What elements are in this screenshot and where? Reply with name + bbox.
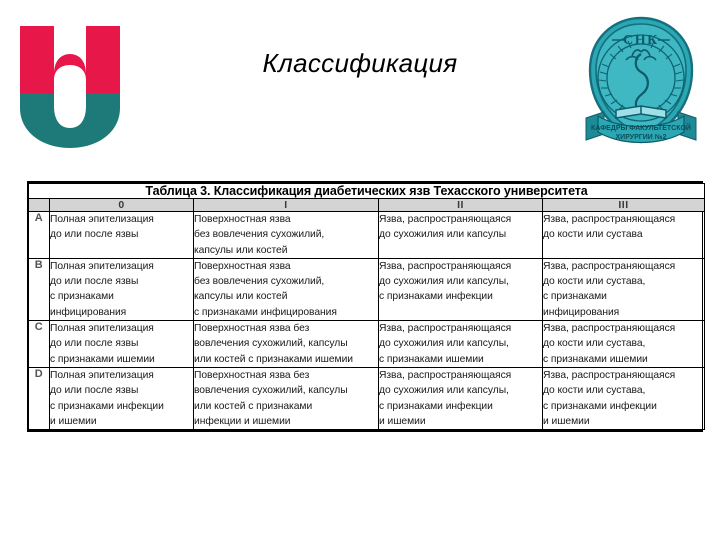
- cell-line: до или после язвы: [50, 276, 139, 288]
- cell-line: Язва, распространяющаяся: [543, 369, 676, 381]
- cell-line: Язва, распространяющаяся: [379, 323, 512, 335]
- cell-line: Полная эпителизация: [50, 323, 154, 335]
- table-caption: Таблица 3. Классификация диабетических язв Техасского университета: [29, 184, 705, 199]
- row-label-c: C: [29, 321, 50, 368]
- cell-a-0: [50, 212, 194, 259]
- cell-c-iii: [543, 321, 705, 368]
- classification-table: [28, 183, 705, 430]
- cell-line: до кости или сустава,: [543, 385, 646, 397]
- cell-line: Язва, распространяющаяся: [543, 214, 676, 225]
- cell-line: с признаками: [543, 291, 607, 303]
- column-header-1[interactable]: I: [194, 199, 379, 212]
- cell-line: Язва, распространяющаяся: [379, 260, 512, 272]
- cell-line: Язва, распространяющаяся: [543, 323, 676, 335]
- cell-line: вовлечения сухожилий, капсулы: [194, 385, 348, 397]
- cell-d-0: [50, 367, 194, 429]
- cell-line: с признаками ишемии: [50, 353, 155, 365]
- cell-line: с признаками ишемии: [379, 353, 484, 365]
- emblem-banner-line2: ХИРУРГИИ №2: [615, 134, 667, 141]
- cell-line: с признаками инфекции: [379, 400, 493, 412]
- table-body: [29, 184, 705, 430]
- cell-line: без вовлечения сухожилий,: [194, 276, 325, 288]
- mu-logo-top-m: [20, 26, 120, 94]
- column-header-3[interactable]: III: [543, 199, 705, 212]
- cell-line: с признаками: [50, 291, 114, 303]
- slide-header: [0, 0, 720, 160]
- mu-logo-bottom-u: [20, 94, 120, 148]
- cell-line: Полная эпителизация: [50, 214, 154, 225]
- cell-line: Поверхностная язва: [194, 214, 291, 225]
- cell-line: Язва, распространяющаяся: [543, 260, 676, 272]
- cell-line: до или после язвы: [50, 385, 139, 397]
- table-row: [29, 367, 705, 429]
- cell-b-0: [50, 258, 194, 320]
- cell-line: инфицирования: [543, 306, 620, 318]
- cell-line: Язва, распространяющаяся: [379, 369, 512, 381]
- cell-line: Поверхностная язва без: [194, 323, 310, 335]
- column-header-0[interactable]: 0: [50, 199, 194, 212]
- cell-line: инфекции и ишемии: [194, 415, 291, 427]
- cell-d-ii: [379, 367, 543, 429]
- cell-b-ii: [379, 258, 543, 320]
- table-row: [29, 258, 705, 320]
- cell-line: Полная эпителизация: [50, 260, 154, 272]
- cell-line: Поверхностная язва: [194, 260, 291, 272]
- cell-line: и ишемии: [543, 415, 590, 427]
- cell-line: до сухожилия или капсулы,: [379, 338, 509, 350]
- cell-c-ii: [379, 321, 543, 368]
- cell-b-i: [194, 258, 379, 320]
- cell-line: с признаками инфицирования: [194, 306, 337, 318]
- cell-line: до сухожилия или капсулы: [379, 229, 507, 241]
- cell-line: Язва, распространяющаяся: [379, 214, 512, 225]
- snk-emblem: [576, 12, 706, 152]
- cell-line: до кости или сустава: [543, 229, 643, 241]
- cell-line: до или после язвы: [50, 338, 139, 350]
- cell-d-iii: [543, 367, 705, 429]
- cell-line: с признаками инфекции: [543, 400, 657, 412]
- cell-a-iii: [543, 212, 705, 259]
- cell-line: до сухожилия или капсулы,: [379, 385, 509, 397]
- classification-table-container: [27, 181, 703, 432]
- page-title: Классификация: [262, 48, 458, 78]
- table-header-row: [29, 199, 705, 212]
- cell-line: Поверхностная язва без: [194, 369, 310, 381]
- cell-c-0: [50, 321, 194, 368]
- cell-line: и ишемии: [379, 415, 426, 427]
- cell-b-iii: [543, 258, 705, 320]
- university-logo: [14, 22, 126, 150]
- cell-c-i: [194, 321, 379, 368]
- cell-line: с признаками ишемии: [543, 353, 648, 365]
- cell-line: до кости или сустава,: [543, 338, 646, 350]
- cell-line: или костей с признаками ишемии: [194, 353, 353, 365]
- header-corner: [29, 199, 50, 212]
- row-label-a: A: [29, 212, 50, 259]
- cell-line: Полная эпителизация: [50, 369, 154, 381]
- cell-line: и ишемии: [50, 415, 97, 427]
- cell-d-i: [194, 367, 379, 429]
- cell-line: или костей с признаками: [194, 400, 313, 412]
- row-label-b: B: [29, 258, 50, 320]
- cell-line: до сухожилия или капсулы,: [379, 276, 509, 288]
- cell-a-ii: [379, 212, 543, 259]
- cell-line: с признаками инфекции: [50, 400, 164, 412]
- row-label-d: D: [29, 367, 50, 429]
- cell-line: до или после язвы: [50, 229, 139, 241]
- table-row: [29, 212, 705, 259]
- cell-a-i: [194, 212, 379, 259]
- emblem-banner-line1: КАФЕДРЫ ФАКУЛЬТЕТСКОЙ: [591, 125, 691, 132]
- cell-line: до кости или сустава,: [543, 276, 646, 288]
- column-header-2[interactable]: II: [379, 199, 543, 212]
- cell-line: без вовлечения сухожилий,: [194, 229, 325, 241]
- table-caption-row: [29, 184, 705, 199]
- cell-line: капсулы или костей: [194, 244, 288, 256]
- emblem-top-text: СНК: [623, 33, 659, 48]
- cell-line: инфицирования: [50, 306, 127, 318]
- cell-line: капсулы или костей: [194, 291, 288, 303]
- cell-line: вовлечения сухожилий, капсулы: [194, 338, 348, 350]
- cell-line: с признаками инфекции: [379, 291, 493, 303]
- table-row: [29, 321, 705, 368]
